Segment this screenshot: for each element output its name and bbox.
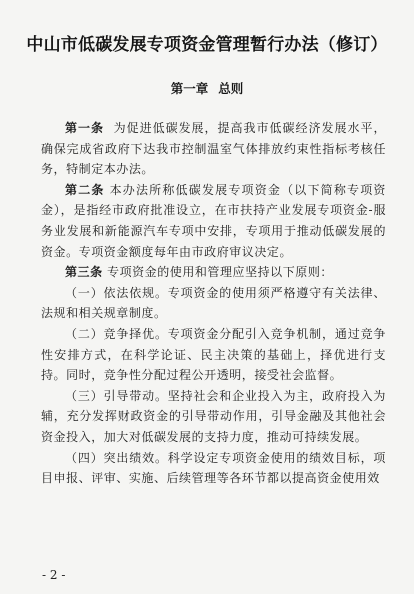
article-text: 为促进低碳发展，提高我市低碳经济发展水平，确保完成省政府下达我市控制温室气体排放约束性指标考核任务，特制定本办法。 bbox=[41, 121, 386, 177]
article-label: 第三条 bbox=[65, 265, 103, 280]
article-label: 第二条 bbox=[65, 182, 105, 197]
article-text: 本办法所称低碳发展专项资金（以下简称专项资金），是指经市政府批准设立，在市扶持产业发展专项资金-服务业发展和新能源汽车专项中安排，专项用于推动低碳发展的资金。专项资金额度每年由市政府审议决定。 bbox=[41, 182, 386, 259]
article-1 bbox=[41, 118, 386, 180]
chapter-number: 第一章 bbox=[170, 81, 209, 96]
principle-2: （二）竞争择优。专项资金分配引入竞争机制，通过竞争性安排方式，在科学论证、民主决策的基础上，择优进行支持。同时，竞争性分配过程公开透明，接受社会监督。 bbox=[41, 326, 386, 383]
principle-3: （三）引导带动。坚持社会和企业投入为主，政府投入为辅，充分发挥财政资金的引导带动作用，引导金融及其他社会资金投入，加大对低碳发展的支持力度，推动可持续发展。 bbox=[41, 388, 386, 444]
chapter-name: 总则 bbox=[218, 81, 244, 96]
article-2 bbox=[41, 180, 386, 262]
article-3 bbox=[41, 262, 386, 283]
principle-1: （一）依法依规。专项资金的使用须严格遵守有关法律、法规和相关规章制度。 bbox=[41, 285, 386, 321]
principle-4: （四）突出绩效。科学设定专项资金使用的绩效目标，项目申报、评审、实施、后续管理等各环节都以提高资金使用效 bbox=[41, 450, 386, 486]
article-label: 第一条 bbox=[65, 121, 104, 135]
document-body bbox=[41, 118, 386, 489]
article-text: 专项资金的使用和管理应坚持以下原则： bbox=[107, 265, 333, 280]
chapter-heading bbox=[0, 79, 414, 97]
document-title: 中山市低碳发展专项资金管理暂行办法（修订） bbox=[26, 35, 388, 55]
page-number: - 2 - bbox=[42, 568, 66, 582]
